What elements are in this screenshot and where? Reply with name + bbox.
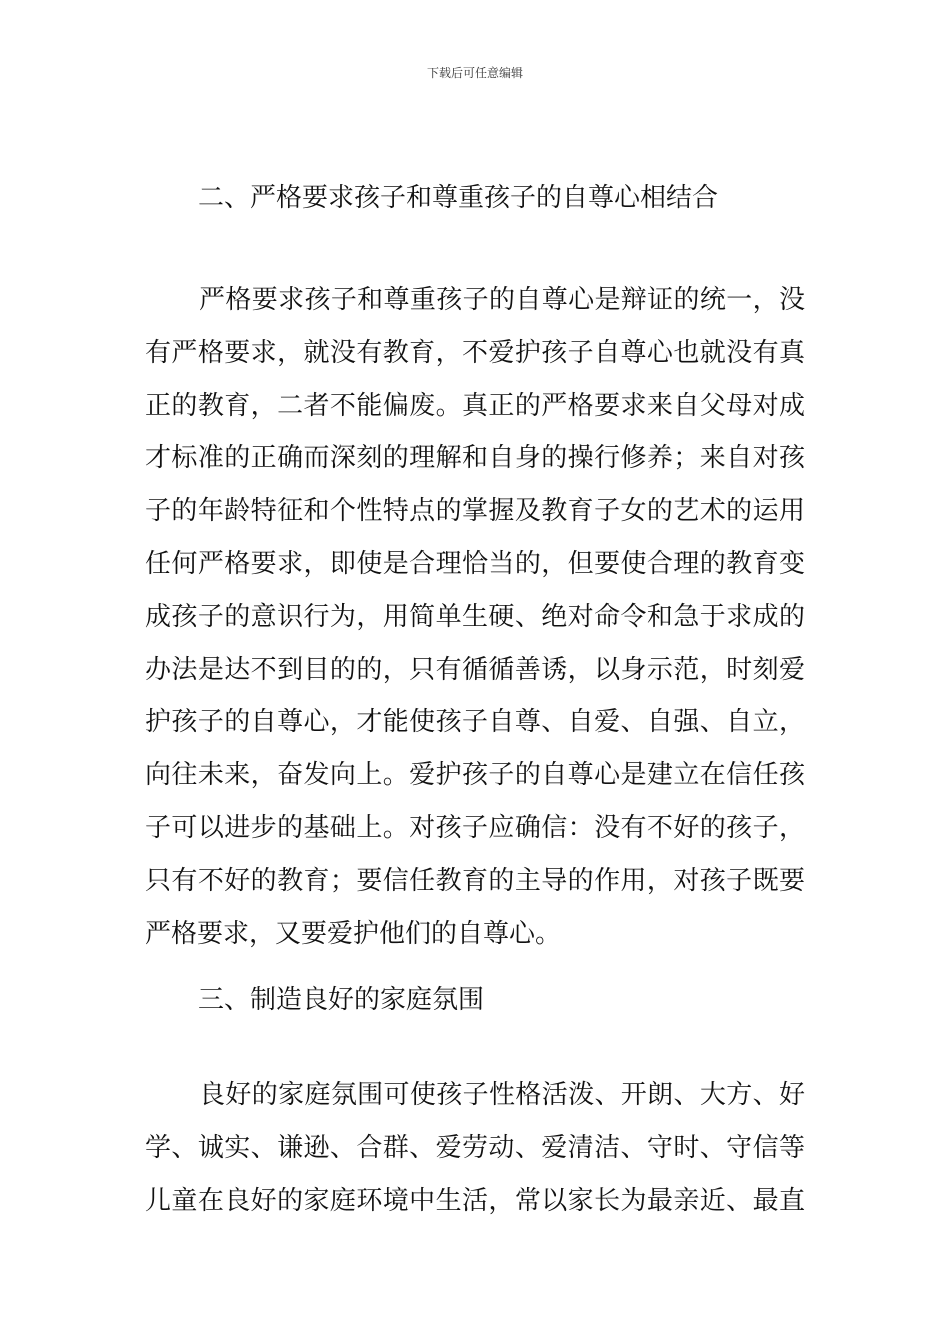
paragraph-line: 成孩子的意识行为，用简单生硬、绝对命令和急于求成的	[145, 601, 805, 632]
paragraph-line: 办法是达不到目的的，只有循循善诱，以身示范，时刻爱	[145, 654, 805, 685]
paragraph-line: 只有不好的教育；要信任教育的主导的作用，对孩子既要	[145, 865, 805, 896]
paragraph-line: 良好的家庭氛围可使孩子性格活泼、开朗、大方、好	[199, 1080, 805, 1110]
paragraph-line: 严格要求孩子和尊重孩子的自尊心是辩证的统一，没	[199, 285, 805, 315]
paragraph-line: 子可以进步的基础上。对孩子应确信：没有不好的孩子，	[145, 812, 805, 843]
paragraph-line: 学、诚实、谦逊、合群、爱劳动、爱清洁、守时、守信等	[145, 1132, 805, 1163]
section-heading-2: 二、严格要求孩子和尊重孩子的自尊心相结合	[198, 183, 719, 213]
paragraph-line: 有严格要求，就没有教育，不爱护孩子自尊心也就没有真	[145, 337, 805, 368]
paragraph-line: 才标准的正确而深刻的理解和自身的操行修养；来自对孩	[145, 443, 805, 474]
paragraph-line: 严格要求，又要爱护他们的自尊心。	[145, 918, 562, 949]
paragraph-line: 任何严格要求，即使是合理恰当的，但要使合理的教育变	[145, 548, 805, 579]
paragraph-line: 向往未来，奋发向上。爱护孩子的自尊心是建立在信任孩	[145, 760, 805, 791]
paragraph-section-2	[145, 280, 805, 966]
paragraph-section-3	[145, 1075, 805, 1233]
paragraph-line: 护孩子的自尊心，才能使孩子自尊、自爱、自强、自立，	[145, 707, 805, 738]
section-heading-3: 三、制造良好的家庭氛围	[198, 985, 485, 1015]
paragraph-line: 儿童在良好的家庭环境中生活，常以家长为最亲近、最直	[145, 1185, 805, 1216]
paragraph-line: 正的教育，二者不能偏废。真正的严格要求来自父母对成	[145, 390, 805, 421]
header-note: 下载后可任意编辑	[426, 66, 523, 80]
paragraph-line: 子的年龄特征和个性特点的掌握及教育子女的艺术的运用	[145, 496, 805, 527]
